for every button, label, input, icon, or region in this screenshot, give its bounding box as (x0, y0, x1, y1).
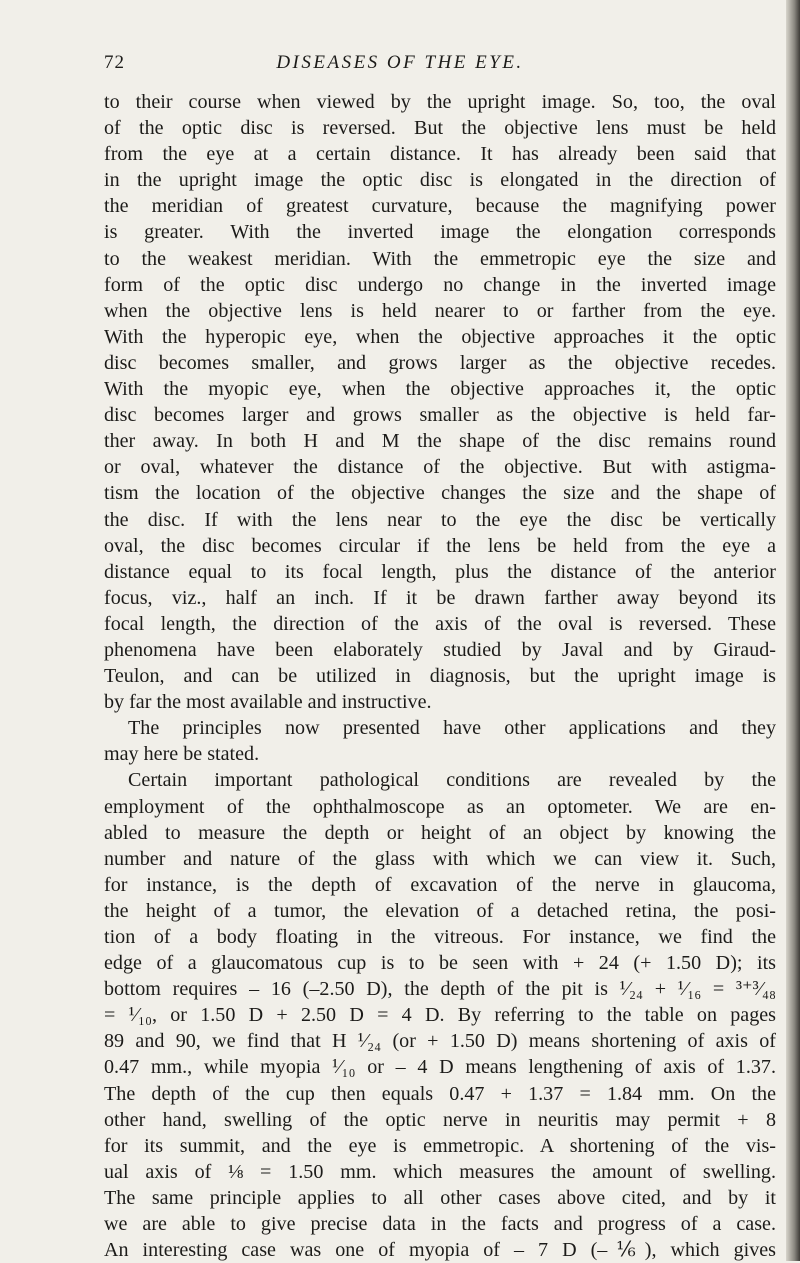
text-line: in the upright image the optic disc is elongated in the direction of (104, 169, 776, 192)
text-line: for instance, is the depth of excavation of the nerve in glaucoma, (104, 873, 776, 896)
text-line: may here be stated. (104, 743, 260, 766)
text-line: number and nature of the glass with which we can view it. Such, (104, 847, 776, 870)
text-line: the meridian of greatest curvature, because the magnifying power (104, 195, 776, 218)
text-line: form of the optic disc undergo no change in the inverted image (104, 273, 776, 296)
text-line: oval, the disc becomes circular if the lens be held from the eye a (104, 534, 776, 557)
text-line: is greater. With the inverted image the elongation corresponds (104, 221, 776, 244)
text-line: The same principle applies to all other cases above cited, and by it (104, 1186, 776, 1209)
page-number: 72 (104, 52, 125, 73)
body-text (104, 89, 776, 1263)
text-line: the disc. If with the lens near to the eye the disc be vertically (104, 508, 776, 531)
text-line: abled to measure the depth or height of an object by knowing the (104, 821, 776, 844)
text-line: 0.47 mm., while myopia ¹⁄₁₀ or – 4 D means lengthening of axis of 1.37. (104, 1056, 776, 1079)
text-line: ther away. In both H and M the shape of the disc remains round (104, 430, 776, 453)
text-line: bottom requires – 16 (–2.50 D), the depth of the pit is ¹⁄₂₄ + ¹⁄₁₆ = ³⁺³⁄₄₈ (104, 978, 776, 1001)
running-title: DISEASES OF THE EYE. (276, 52, 524, 73)
text-line: or oval, whatever the distance of the objective. But with astigma- (104, 456, 776, 479)
text-line: when the objective lens is held nearer to or farther from the eye. (104, 299, 776, 322)
text-line: edge of a glaucomatous cup is to be seen with + 24 (+ 1.50 D); its (104, 952, 776, 975)
text-line: other hand, swelling of the optic nerve in neuritis may permit + 8 (104, 1108, 776, 1131)
text-line: An interesting case was one of myopia of – 7 D (–⅙), which gives (104, 1239, 776, 1262)
text-line: distance equal to its focal length, plus the distance of the anterior (104, 560, 776, 583)
text-line: to the weakest meridian. With the emmetropic eye the size and (104, 247, 776, 270)
text-line: employment of the ophthalmoscope as an optometer. We are en- (104, 795, 776, 818)
text-line: 89 and 90, we find that H ¹⁄₂₄ (or + 1.50 D) means shortening of axis of (104, 1030, 776, 1053)
text-line: focal length, the direction of the axis of the oval is reversed. These (104, 612, 776, 635)
text-line: tism the location of the objective changes the size and the shape of (104, 482, 776, 505)
text-line: the height of a tumor, the elevation of a detached retina, the posi- (104, 899, 776, 922)
text-line: tion of a body floating in the vitreous. For instance, we find the (104, 926, 776, 948)
text-line: With the myopic eye, when the objective approaches it, the optic (104, 378, 776, 401)
page-header (0, 52, 800, 82)
text-line: for its summit, and the eye is emmetropic. A shortening of the vis- (104, 1134, 776, 1157)
text-line: of the optic disc is reversed. But the objective lens must be held (104, 117, 776, 140)
text-line: focus, viz., half an inch. If it be drawn farther away beyond its (104, 586, 776, 609)
text-line: = ¹⁄₁₀, or 1.50 D + 2.50 D = 4 D. By referring to the table on pages (104, 1004, 776, 1027)
text-line: With the hyperopic eye, when the objective approaches it the optic (104, 325, 776, 348)
text-line: disc becomes larger and grows smaller as the objective is held far- (104, 404, 776, 427)
text-line: from the eye at a certain distance. It has already been said that (104, 143, 776, 166)
text-line: disc becomes smaller, and grows larger as the objective recedes. (104, 351, 776, 374)
text-line: by far the most available and instructive. (104, 691, 432, 714)
text-line: Teulon, and can be utilized in diagnosis, but the upright image is (104, 665, 776, 688)
text-line: phenomena have been elaborately studied by Javal and by Giraud- (104, 638, 776, 661)
text-line: we are able to give precise data in the facts and progress of a case. (104, 1213, 776, 1236)
text-line: The principles now presented have other applications and they (128, 717, 776, 740)
text-line: to their course when viewed by the upright image. So, too, the oval (104, 91, 776, 113)
page-edge-shadow (786, 0, 800, 1261)
text-line: ual axis of ⅛ = 1.50 mm. which measures the amount of swelling. (104, 1160, 776, 1183)
text-line: Certain important pathological conditions are revealed by the (128, 769, 776, 792)
text-line: The depth of the cup then equals 0.47 + 1.37 = 1.84 mm. On the (104, 1082, 776, 1105)
